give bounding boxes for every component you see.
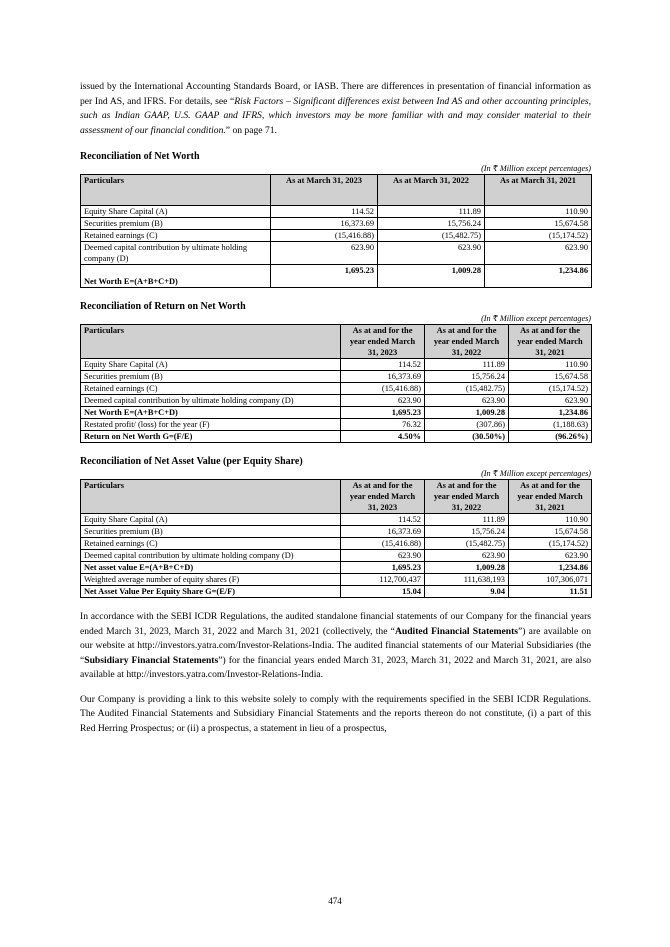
cell-value: 623.90 [509,550,592,562]
column-header: As at and for the year ended March 31, 2021 [509,480,592,514]
section-title: Reconciliation of Return on Net Worth [80,301,246,312]
cell-value: (96.26%) [509,431,592,443]
cell-value: 15,674.58 [509,371,592,383]
cell-value: 623.90 [485,242,592,265]
cell-value: 114.52 [341,514,425,526]
table-total-row [81,265,592,288]
row-label: Restated profit/ (loss) for the year (F) [81,419,341,431]
intro-text: issued by the International Accounting Standards Board, or IASB. There are differences in presentation of financial information as per Ind AS, and IFRS. For details, see “ [80,81,591,107]
cell-value: (15,416.88) [271,230,378,242]
paragraph-text: In accordance with the SEBI ICDR Regulations, the audited standalone financial statements of our Company for the financial years ended March 31, 2023, March 31, 2022 and March 31, 2021 (collectively, the “ [80,611,591,637]
cell-value: 623.90 [425,550,509,562]
cell-value: (1,188.63) [509,419,592,431]
table-row [81,218,592,230]
cell-value: 76.32 [341,419,425,431]
cell-value: (15,174.52) [509,538,592,550]
cell-value: 1,234.86 [509,407,592,419]
cell-value: 1,695.23 [341,407,425,419]
cell-value: 111.89 [425,514,509,526]
table-row [81,550,592,562]
table-row [81,383,592,395]
cell-value: 1,695.23 [271,265,378,288]
cell-value: (307.86) [425,419,509,431]
cell-value: 623.90 [341,395,425,407]
cell-value: 1,009.28 [378,265,485,288]
table-row [81,395,592,407]
cell-value: 114.52 [271,206,378,218]
column-header: As at and for the year ended March 31, 2023 [341,325,425,359]
column-header: As at and for the year ended March 31, 2022 [425,325,509,359]
net-asset-value-section [80,455,591,598]
table-row [81,242,592,265]
table-row [81,419,592,431]
paragraph-text: ”) for the financial years ended March 31, 2023, March 31, 2022 and March 31, 2021, are also available at http://investors.yatra.com/Investor-Relations-India. [80,654,592,680]
table-row [81,371,592,383]
cell-value: 623.90 [509,395,592,407]
unit-note: (In ₹ Million except percentages) [481,314,591,323]
column-header: Particulars [81,480,341,514]
cell-value: 16,373.69 [341,526,425,538]
column-header: Particulars [81,325,341,359]
paragraph-text: ”) are available on our website at http://investors.yatra.com/Investor-Relations-India. The audited financial statements of our Material Subsidiaries (the “ [80,625,591,666]
cell-value: (15,416.88) [341,383,425,395]
net-worth-table [80,174,592,288]
table-row [81,538,592,550]
cell-value: 111.89 [378,206,485,218]
cell-value: 15,674.58 [485,218,592,230]
column-header: As at and for the year ended March 31, 2021 [509,325,592,359]
unit-note: (In ₹ Million except percentages) [481,164,591,173]
cell-value: 1,234.86 [509,562,592,574]
return-on-net-worth-section [80,300,591,443]
cell-value: 110.90 [509,514,592,526]
cell-value: 11.51 [509,586,592,598]
cell-value: (15,174.52) [485,230,592,242]
return-on-net-worth-table [80,324,592,443]
cell-value: 4.50% [341,431,425,443]
cell-value: 16,373.69 [271,218,378,230]
table-header-row [81,325,592,359]
section-title: Reconciliation of Net Worth [80,151,200,162]
cell-value: 111.89 [425,359,509,371]
cell-value: 623.90 [425,395,509,407]
column-header: Particulars [81,175,271,206]
row-label: Securities premium (B) [81,526,341,538]
table-header-row [81,480,592,514]
row-label: Return on Net Worth G=(F/E) [81,431,341,443]
row-label: Securities premium (B) [81,218,271,230]
cell-value: 15,756.24 [425,526,509,538]
table-row [81,514,592,526]
cell-value: (15,174.52) [509,383,592,395]
unit-note: (In ₹ Million except percentages) [481,469,591,478]
table-total-row [81,586,592,598]
row-label: Retained earnings (C) [81,538,341,550]
cell-value: 114.52 [341,359,425,371]
risk-factor-link-text: Risk Factors – Significant differences exist between Ind AS and other accounting principles, such as Indian GAAP, U.S. GAAP and IFRS, which investors may be more familiar with and may consider material to their assessment of our financial condition. [80,95,591,136]
row-label: Net Worth E=(A+B+C+D) [81,265,271,288]
table-total-row [81,562,592,574]
page-number: 474 [328,896,342,906]
financial-statements-paragraph [80,610,591,683]
table-total-row [81,407,592,419]
net-worth-section [80,150,591,288]
cell-value: 1,695.23 [341,562,425,574]
row-label: Equity Share Capital (A) [81,206,271,218]
cell-value: 111,638,193 [425,574,509,586]
table-row [81,526,592,538]
cell-value: 9.04 [425,586,509,598]
document-page [80,80,591,736]
column-header: As at March 31, 2021 [485,175,592,206]
row-label: Equity Share Capital (A) [81,359,341,371]
defined-term: Audited Financial Statements [394,625,519,637]
table-row [81,206,592,218]
row-label: Net asset value E=(A+B+C+D) [81,562,341,574]
row-label: Net Asset Value Per Equity Share G=(E/F) [81,586,341,598]
cell-value: 1,234.86 [485,265,592,288]
row-label: Securities premium (B) [81,371,341,383]
cell-value: 16,373.69 [341,371,425,383]
cell-value: (15,416.88) [341,538,425,550]
row-label: Deemed capital contribution by ultimate holding company (D) [81,395,341,407]
row-label: Retained earnings (C) [81,230,271,242]
table-header-row [81,175,592,206]
column-header: As at March 31, 2022 [378,175,485,206]
net-asset-value-table [80,479,592,598]
cell-value: 110.90 [509,359,592,371]
cell-value: (30.50%) [425,431,509,443]
row-label: Deemed capital contribution by ultimate holding company (D) [81,242,271,265]
cell-value: 1,009.28 [425,562,509,574]
table-row [81,359,592,371]
cell-value: 110.90 [485,206,592,218]
intro-text-end: ” on page 71. [225,124,277,136]
column-header: As at March 31, 2023 [271,175,378,206]
cell-value: 15,756.24 [378,218,485,230]
row-label: Retained earnings (C) [81,383,341,395]
cell-value: (15,482.75) [425,538,509,550]
row-label: Deemed capital contribution by ultimate holding company (D) [81,550,341,562]
cell-value: 623.90 [271,242,378,265]
cell-value: (15,482.75) [425,383,509,395]
table-row [81,574,592,586]
section-title: Reconciliation of Net Asset Value (per Equity Share) [80,456,303,467]
defined-term: Subsidiary Financial Statements [84,654,219,666]
cell-value: 623.90 [378,242,485,265]
cell-value: 15,756.24 [425,371,509,383]
cell-value: (15,482.75) [378,230,485,242]
cell-value: 107,306,071 [509,574,592,586]
cell-value: 623.90 [341,550,425,562]
intro-paragraph [80,80,591,138]
row-label: Weighted average number of equity shares (F) [81,574,341,586]
table-total-row [81,431,592,443]
column-header: As at and for the year ended March 31, 2023 [341,480,425,514]
cell-value: 15.04 [341,586,425,598]
cell-value: 112,700,437 [341,574,425,586]
row-label: Net Worth E=(A+B+C+D) [81,407,341,419]
table-row [81,230,592,242]
cell-value: 15,674.58 [509,526,592,538]
cell-value: 1,009.28 [425,407,509,419]
column-header: As at and for the year ended March 31, 2022 [425,480,509,514]
disclaimer-paragraph: Our Company is providing a link to this website solely to comply with the requirements specified in the SEBI ICDR Regulations. The Audited Financial Statements and Subsidiary Financial Statements and the reports thereon do not constitute, (i) a part of this Red Herring Prospectus; or (ii) a prospectus, a statement in lieu of a prospectus, [80,693,591,734]
row-label: Equity Share Capital (A) [81,514,341,526]
